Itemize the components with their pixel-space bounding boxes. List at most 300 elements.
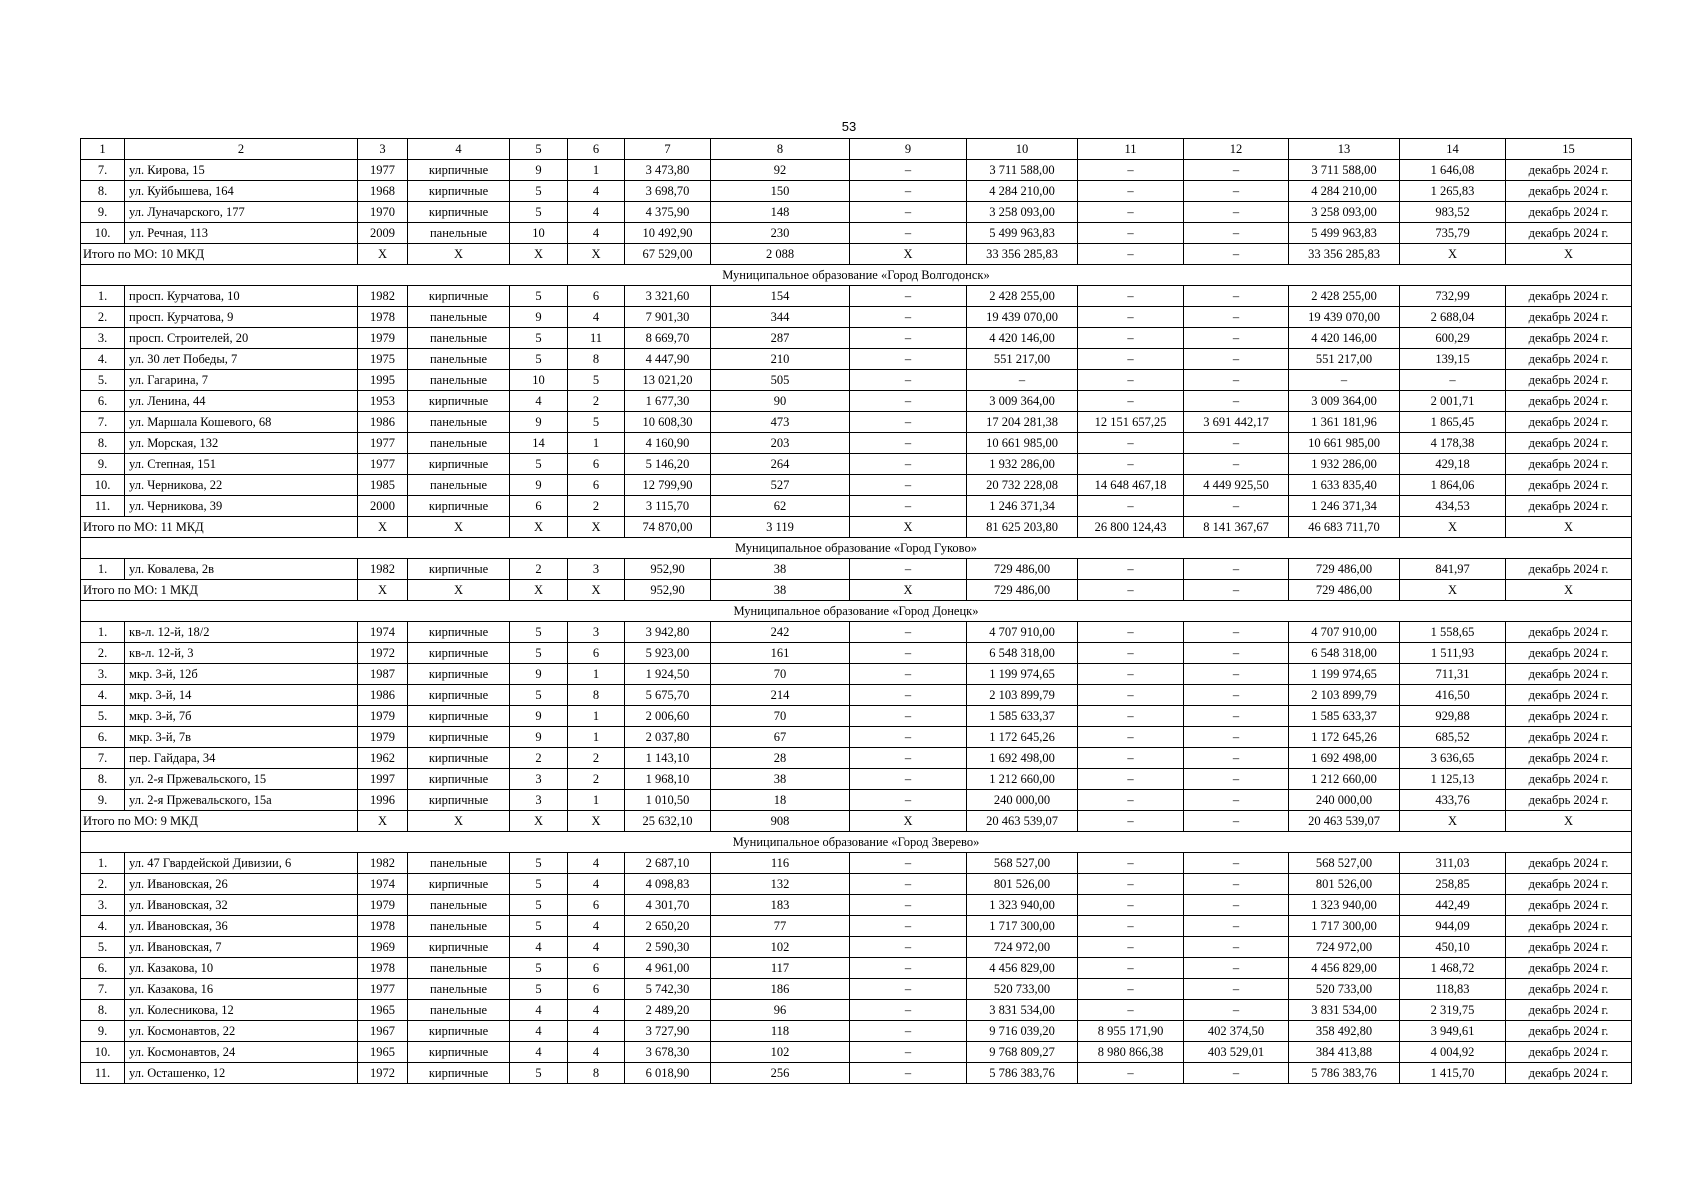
table-cell: – <box>850 496 967 517</box>
table-cell: 1974 <box>358 622 408 643</box>
table-cell: 5 <box>568 412 625 433</box>
table-cell: 5 <box>510 181 568 202</box>
table-cell: 4 <box>568 202 625 223</box>
total-cell: 20 463 539,07 <box>967 811 1078 832</box>
table-cell: 9. <box>81 202 125 223</box>
table-cell: 4. <box>81 685 125 706</box>
table-cell: 1982 <box>358 559 408 580</box>
table-cell: 20 732 228,08 <box>967 475 1078 496</box>
table-cell: – <box>1078 769 1184 790</box>
table-cell: 4 <box>568 307 625 328</box>
table-cell: 450,10 <box>1400 937 1506 958</box>
table-cell: – <box>850 937 967 958</box>
table-cell: 70 <box>711 706 850 727</box>
table-cell: 729 486,00 <box>967 559 1078 580</box>
table-cell: 6. <box>81 958 125 979</box>
table-cell: 1 199 974,65 <box>1289 664 1400 685</box>
table-cell: панельные <box>408 958 510 979</box>
table-cell: 2 <box>510 559 568 580</box>
table-cell: 1 968,10 <box>625 769 711 790</box>
table-cell: декабрь 2024 г. <box>1506 349 1632 370</box>
table-body <box>81 139 1632 1084</box>
table-cell: декабрь 2024 г. <box>1506 1063 1632 1084</box>
table-cell: – <box>1184 349 1289 370</box>
municipality-header-row <box>81 832 1632 853</box>
table-cell: 983,52 <box>1400 202 1506 223</box>
address-cell: ул. Космонавтов, 22 <box>125 1021 358 1042</box>
table-cell: 5 <box>510 853 568 874</box>
table-cell: 4 449 925,50 <box>1184 475 1289 496</box>
table-cell: 3 691 442,17 <box>1184 412 1289 433</box>
table-row <box>81 181 1632 202</box>
table-cell: 1 265,83 <box>1400 181 1506 202</box>
table-cell: 28 <box>711 748 850 769</box>
table-cell: декабрь 2024 г. <box>1506 160 1632 181</box>
table-cell: – <box>1078 286 1184 307</box>
table-cell: – <box>1078 790 1184 811</box>
table-cell: 2 <box>568 748 625 769</box>
table-cell: панельные <box>408 223 510 244</box>
table-cell: 4 707 910,00 <box>1289 622 1400 643</box>
table-cell: 1 558,65 <box>1400 622 1506 643</box>
column-number: 14 <box>1400 139 1506 160</box>
table-cell: 5 <box>510 643 568 664</box>
column-number: 1 <box>81 139 125 160</box>
table-cell: 3 942,80 <box>625 622 711 643</box>
table-cell: 18 <box>711 790 850 811</box>
table-cell: 102 <box>711 1042 850 1063</box>
table-cell: – <box>1184 1000 1289 1021</box>
total-cell: X <box>1400 244 1506 265</box>
total-row <box>81 580 1632 601</box>
total-cell: 20 463 539,07 <box>1289 811 1400 832</box>
table-cell: 8. <box>81 433 125 454</box>
table-cell: 8 <box>568 1063 625 1084</box>
table-cell: – <box>850 643 967 664</box>
table-cell: – <box>1078 916 1184 937</box>
table-cell: 402 374,50 <box>1184 1021 1289 1042</box>
table-cell: – <box>850 916 967 937</box>
table-cell: 1 692 498,00 <box>1289 748 1400 769</box>
table-cell: – <box>850 790 967 811</box>
address-cell: мкр. 3-й, 7в <box>125 727 358 748</box>
table-cell: 4 <box>510 937 568 958</box>
table-cell: 3 <box>510 769 568 790</box>
total-label: Итого по МО: 11 МКД <box>81 517 358 538</box>
total-cell: 952,90 <box>625 580 711 601</box>
address-cell: ул. 47 Гвардейской Дивизии, 6 <box>125 853 358 874</box>
table-cell: 242 <box>711 622 850 643</box>
table-cell: 3 258 093,00 <box>967 202 1078 223</box>
table-cell: 3 636,65 <box>1400 748 1506 769</box>
table-cell: декабрь 2024 г. <box>1506 895 1632 916</box>
table-row <box>81 1000 1632 1021</box>
table-cell: 2 428 255,00 <box>1289 286 1400 307</box>
address-cell: ул. Морская, 132 <box>125 433 358 454</box>
table-cell: 2 489,20 <box>625 1000 711 1021</box>
table-cell: кирпичные <box>408 496 510 517</box>
table-cell: 4 160,90 <box>625 433 711 454</box>
address-cell: ул. 30 лет Победы, 7 <box>125 349 358 370</box>
table-cell: 14 <box>510 433 568 454</box>
table-row <box>81 874 1632 895</box>
total-cell: X <box>1506 811 1632 832</box>
table-cell: 1 010,50 <box>625 790 711 811</box>
table-cell: 6 <box>510 496 568 517</box>
table-cell: 5 499 963,83 <box>967 223 1078 244</box>
table-cell: декабрь 2024 г. <box>1506 1042 1632 1063</box>
table-cell: панельные <box>408 307 510 328</box>
table-cell: – <box>1078 496 1184 517</box>
table-cell: декабрь 2024 г. <box>1506 685 1632 706</box>
table-cell: 148 <box>711 202 850 223</box>
total-cell: – <box>1184 244 1289 265</box>
table-cell: – <box>1184 958 1289 979</box>
total-cell: X <box>510 580 568 601</box>
table-cell: 210 <box>711 349 850 370</box>
table-cell: панельные <box>408 370 510 391</box>
table-cell: 4 178,38 <box>1400 433 1506 454</box>
table-cell: 6 <box>568 643 625 664</box>
table-cell: 4 <box>510 391 568 412</box>
table-cell: 568 527,00 <box>967 853 1078 874</box>
table-cell: 4 456 829,00 <box>1289 958 1400 979</box>
table-cell: 8. <box>81 769 125 790</box>
address-cell: пер. Гайдара, 34 <box>125 748 358 769</box>
address-cell: кв-л. 12-й, 3 <box>125 643 358 664</box>
table-cell: – <box>1184 433 1289 454</box>
table-cell: – <box>1184 223 1289 244</box>
table-cell: 2 687,10 <box>625 853 711 874</box>
table-cell: кирпичные <box>408 454 510 475</box>
total-cell: 729 486,00 <box>1289 580 1400 601</box>
table-cell: 1 932 286,00 <box>967 454 1078 475</box>
address-cell: ул. Осташенко, 12 <box>125 1063 358 1084</box>
table-cell: 3 258 093,00 <box>1289 202 1400 223</box>
table-cell: кирпичные <box>408 1042 510 1063</box>
total-cell: X <box>568 580 625 601</box>
table-cell: 10 <box>510 223 568 244</box>
municipality-name: Муниципальное образование «Город Гуково» <box>81 538 1632 559</box>
address-cell: ул. Черникова, 22 <box>125 475 358 496</box>
table-cell: 1 246 371,34 <box>967 496 1078 517</box>
table-cell: 1979 <box>358 328 408 349</box>
table-cell: 1 323 940,00 <box>1289 895 1400 916</box>
total-cell: X <box>408 811 510 832</box>
table-cell: 4 707 910,00 <box>967 622 1078 643</box>
table-cell: 952,90 <box>625 559 711 580</box>
table-cell: 117 <box>711 958 850 979</box>
table-cell: 3 <box>510 790 568 811</box>
table-cell: 258,85 <box>1400 874 1506 895</box>
table-cell: – <box>1078 958 1184 979</box>
table-cell: – <box>1078 391 1184 412</box>
total-cell: X <box>1400 811 1506 832</box>
table-cell: 1995 <box>358 370 408 391</box>
table-cell: – <box>850 559 967 580</box>
table-cell: 5. <box>81 370 125 391</box>
table-cell: 1977 <box>358 979 408 1000</box>
table-cell: 5 <box>510 1063 568 1084</box>
total-cell: 729 486,00 <box>967 580 1078 601</box>
table-row <box>81 727 1632 748</box>
table-cell: 600,29 <box>1400 328 1506 349</box>
table-cell: – <box>1184 286 1289 307</box>
table-cell: – <box>850 748 967 769</box>
table-cell: – <box>1078 895 1184 916</box>
table-cell: 19 439 070,00 <box>967 307 1078 328</box>
column-number: 4 <box>408 139 510 160</box>
table-cell: 4 <box>568 223 625 244</box>
table-cell: 1 646,08 <box>1400 160 1506 181</box>
table-row <box>81 979 1632 1000</box>
table-cell: 1 511,93 <box>1400 643 1506 664</box>
table-cell: 4. <box>81 349 125 370</box>
total-cell: 67 529,00 <box>625 244 711 265</box>
table-cell: панельные <box>408 475 510 496</box>
table-cell: 7. <box>81 160 125 181</box>
total-cell: X <box>568 244 625 265</box>
table-cell: 2. <box>81 643 125 664</box>
table-cell: 4 <box>568 1042 625 1063</box>
table-cell: 4 <box>568 916 625 937</box>
total-cell: 38 <box>711 580 850 601</box>
table-cell: 1 212 660,00 <box>1289 769 1400 790</box>
total-cell: – <box>1184 811 1289 832</box>
table-cell: – <box>1078 307 1184 328</box>
table-row <box>81 622 1632 643</box>
table-cell: 3 <box>568 622 625 643</box>
table-cell: 1977 <box>358 454 408 475</box>
table-cell: 5 675,70 <box>625 685 711 706</box>
table-cell: 3. <box>81 895 125 916</box>
column-number: 6 <box>568 139 625 160</box>
table-cell: 9 <box>510 706 568 727</box>
table-row <box>81 748 1632 769</box>
table-cell: 5 <box>510 328 568 349</box>
table-cell: – <box>850 223 967 244</box>
table-cell: 214 <box>711 685 850 706</box>
table-cell: – <box>1184 643 1289 664</box>
table-cell: 1965 <box>358 1000 408 1021</box>
table-cell: – <box>1078 685 1184 706</box>
table-cell: 732,99 <box>1400 286 1506 307</box>
table-cell: 5 <box>510 874 568 895</box>
municipality-name: Муниципальное образование «Город Зверево» <box>81 832 1632 853</box>
table-cell: 1982 <box>358 286 408 307</box>
table-cell: 67 <box>711 727 850 748</box>
table-cell: 3 321,60 <box>625 286 711 307</box>
table-cell: 2 590,30 <box>625 937 711 958</box>
table-cell: – <box>1078 853 1184 874</box>
table-cell: 1 717 300,00 <box>967 916 1078 937</box>
table-cell: 1979 <box>358 895 408 916</box>
table-cell: – <box>1078 979 1184 1000</box>
table-row <box>81 937 1632 958</box>
municipality-header-row <box>81 601 1632 622</box>
table-cell: 240 000,00 <box>967 790 1078 811</box>
total-label: Итого по МО: 10 МКД <box>81 244 358 265</box>
table-cell: 11. <box>81 1063 125 1084</box>
table-cell: 944,09 <box>1400 916 1506 937</box>
table-cell: 9 <box>510 475 568 496</box>
table-cell: – <box>1078 874 1184 895</box>
table-cell: 62 <box>711 496 850 517</box>
table-cell: – <box>850 685 967 706</box>
table-cell: 1 633 835,40 <box>1289 475 1400 496</box>
address-cell: ул. Гагарина, 7 <box>125 370 358 391</box>
column-number: 8 <box>711 139 850 160</box>
total-cell: – <box>1078 580 1184 601</box>
table-cell: панельные <box>408 349 510 370</box>
table-cell: декабрь 2024 г. <box>1506 748 1632 769</box>
table-cell: 6. <box>81 391 125 412</box>
table-row <box>81 475 1632 496</box>
address-cell: ул. Ивановская, 32 <box>125 895 358 916</box>
table-cell: 1972 <box>358 643 408 664</box>
table-row <box>81 202 1632 223</box>
table-cell: 139,15 <box>1400 349 1506 370</box>
table-cell: 2000 <box>358 496 408 517</box>
table-cell: 344 <box>711 307 850 328</box>
table-cell: 5 <box>510 979 568 1000</box>
column-number: 2 <box>125 139 358 160</box>
table-cell: 551 217,00 <box>1289 349 1400 370</box>
table-cell: – <box>1184 790 1289 811</box>
table-cell: 3 831 534,00 <box>967 1000 1078 1021</box>
table-cell: 10. <box>81 1042 125 1063</box>
table-cell: 7. <box>81 979 125 1000</box>
table-cell: кирпичные <box>408 685 510 706</box>
table-cell: 9 <box>510 307 568 328</box>
table-cell: 2 319,75 <box>1400 1000 1506 1021</box>
table-cell: 38 <box>711 769 850 790</box>
table-cell: 132 <box>711 874 850 895</box>
table-cell: 3 009 364,00 <box>967 391 1078 412</box>
table-cell: 10. <box>81 223 125 244</box>
table-cell: – <box>850 727 967 748</box>
table-row <box>81 958 1632 979</box>
table-cell: 230 <box>711 223 850 244</box>
table-cell: декабрь 2024 г. <box>1506 496 1632 517</box>
table-cell: 6 <box>568 979 625 1000</box>
table-cell: – <box>1078 937 1184 958</box>
table-cell: 1 864,06 <box>1400 475 1506 496</box>
table-cell: 7. <box>81 748 125 769</box>
table-cell: 2 428 255,00 <box>967 286 1078 307</box>
table-cell: декабрь 2024 г. <box>1506 727 1632 748</box>
table-cell: 3 711 588,00 <box>967 160 1078 181</box>
table-row <box>81 769 1632 790</box>
table-cell: 154 <box>711 286 850 307</box>
address-cell: ул. Казакова, 16 <box>125 979 358 1000</box>
table-cell: 2. <box>81 874 125 895</box>
table-cell: 1978 <box>358 307 408 328</box>
table-cell: 12 151 657,25 <box>1078 412 1184 433</box>
table-cell: панельные <box>408 979 510 1000</box>
table-cell: 4 447,90 <box>625 349 711 370</box>
table-cell: панельные <box>408 328 510 349</box>
table-row <box>81 307 1632 328</box>
table-cell: 12 799,90 <box>625 475 711 496</box>
table-cell: 4 456 829,00 <box>967 958 1078 979</box>
table-cell: кирпичные <box>408 622 510 643</box>
table-cell: 5. <box>81 937 125 958</box>
table-cell: – <box>850 895 967 916</box>
table-cell: 9. <box>81 790 125 811</box>
table-cell: – <box>1184 328 1289 349</box>
table-cell: декабрь 2024 г. <box>1506 454 1632 475</box>
column-number: 5 <box>510 139 568 160</box>
address-cell: ул. Ивановская, 7 <box>125 937 358 958</box>
table-cell: 8. <box>81 1000 125 1021</box>
table-cell: 6 548 318,00 <box>1289 643 1400 664</box>
table-cell: – <box>850 1063 967 1084</box>
table-row <box>81 1063 1632 1084</box>
address-cell: мкр. 3-й, 14 <box>125 685 358 706</box>
table-cell: 1 125,13 <box>1400 769 1506 790</box>
table-cell: 311,03 <box>1400 853 1506 874</box>
column-number: 10 <box>967 139 1078 160</box>
table-cell: – <box>850 622 967 643</box>
table-cell: 90 <box>711 391 850 412</box>
table-cell: – <box>850 370 967 391</box>
table-cell: кирпичные <box>408 286 510 307</box>
table-cell: – <box>1184 664 1289 685</box>
table-cell: 1 692 498,00 <box>967 748 1078 769</box>
table-cell: – <box>1184 370 1289 391</box>
table-cell: 70 <box>711 664 850 685</box>
table-cell: 3. <box>81 328 125 349</box>
table-cell: 14 648 467,18 <box>1078 475 1184 496</box>
table-cell: 3 831 534,00 <box>1289 1000 1400 1021</box>
table-cell: – <box>1078 622 1184 643</box>
table-cell: 2 103 899,79 <box>967 685 1078 706</box>
table-cell: 4 <box>568 181 625 202</box>
table-cell: 4 961,00 <box>625 958 711 979</box>
table-cell: 1 468,72 <box>1400 958 1506 979</box>
table-cell: – <box>1078 160 1184 181</box>
table-cell: декабрь 2024 г. <box>1506 664 1632 685</box>
table-cell: 5 742,30 <box>625 979 711 1000</box>
table-cell: 1 932 286,00 <box>1289 454 1400 475</box>
table-cell: – <box>1184 706 1289 727</box>
total-cell: – <box>1078 811 1184 832</box>
table-cell: 1 172 645,26 <box>967 727 1078 748</box>
table-cell: 6 <box>568 475 625 496</box>
table-cell: кирпичные <box>408 559 510 580</box>
table-cell: декабрь 2024 г. <box>1506 286 1632 307</box>
address-cell: мкр. 3-й, 12б <box>125 664 358 685</box>
table-cell: 6. <box>81 727 125 748</box>
table-cell: – <box>1184 685 1289 706</box>
table-cell: 5 <box>510 454 568 475</box>
total-cell: 33 356 285,83 <box>1289 244 1400 265</box>
total-cell: 3 119 <box>711 517 850 538</box>
table-cell: 1996 <box>358 790 408 811</box>
table-cell: панельные <box>408 916 510 937</box>
total-cell: X <box>568 517 625 538</box>
table-cell: 10 661 985,00 <box>1289 433 1400 454</box>
table-cell: 729 486,00 <box>1289 559 1400 580</box>
table-cell: – <box>1078 328 1184 349</box>
table-cell: – <box>1184 874 1289 895</box>
total-cell: 33 356 285,83 <box>967 244 1078 265</box>
table-cell: кирпичные <box>408 1063 510 1084</box>
address-cell: кв-л. 12-й, 18/2 <box>125 622 358 643</box>
table-cell: – <box>850 958 967 979</box>
table-cell: декабрь 2024 г. <box>1506 1000 1632 1021</box>
